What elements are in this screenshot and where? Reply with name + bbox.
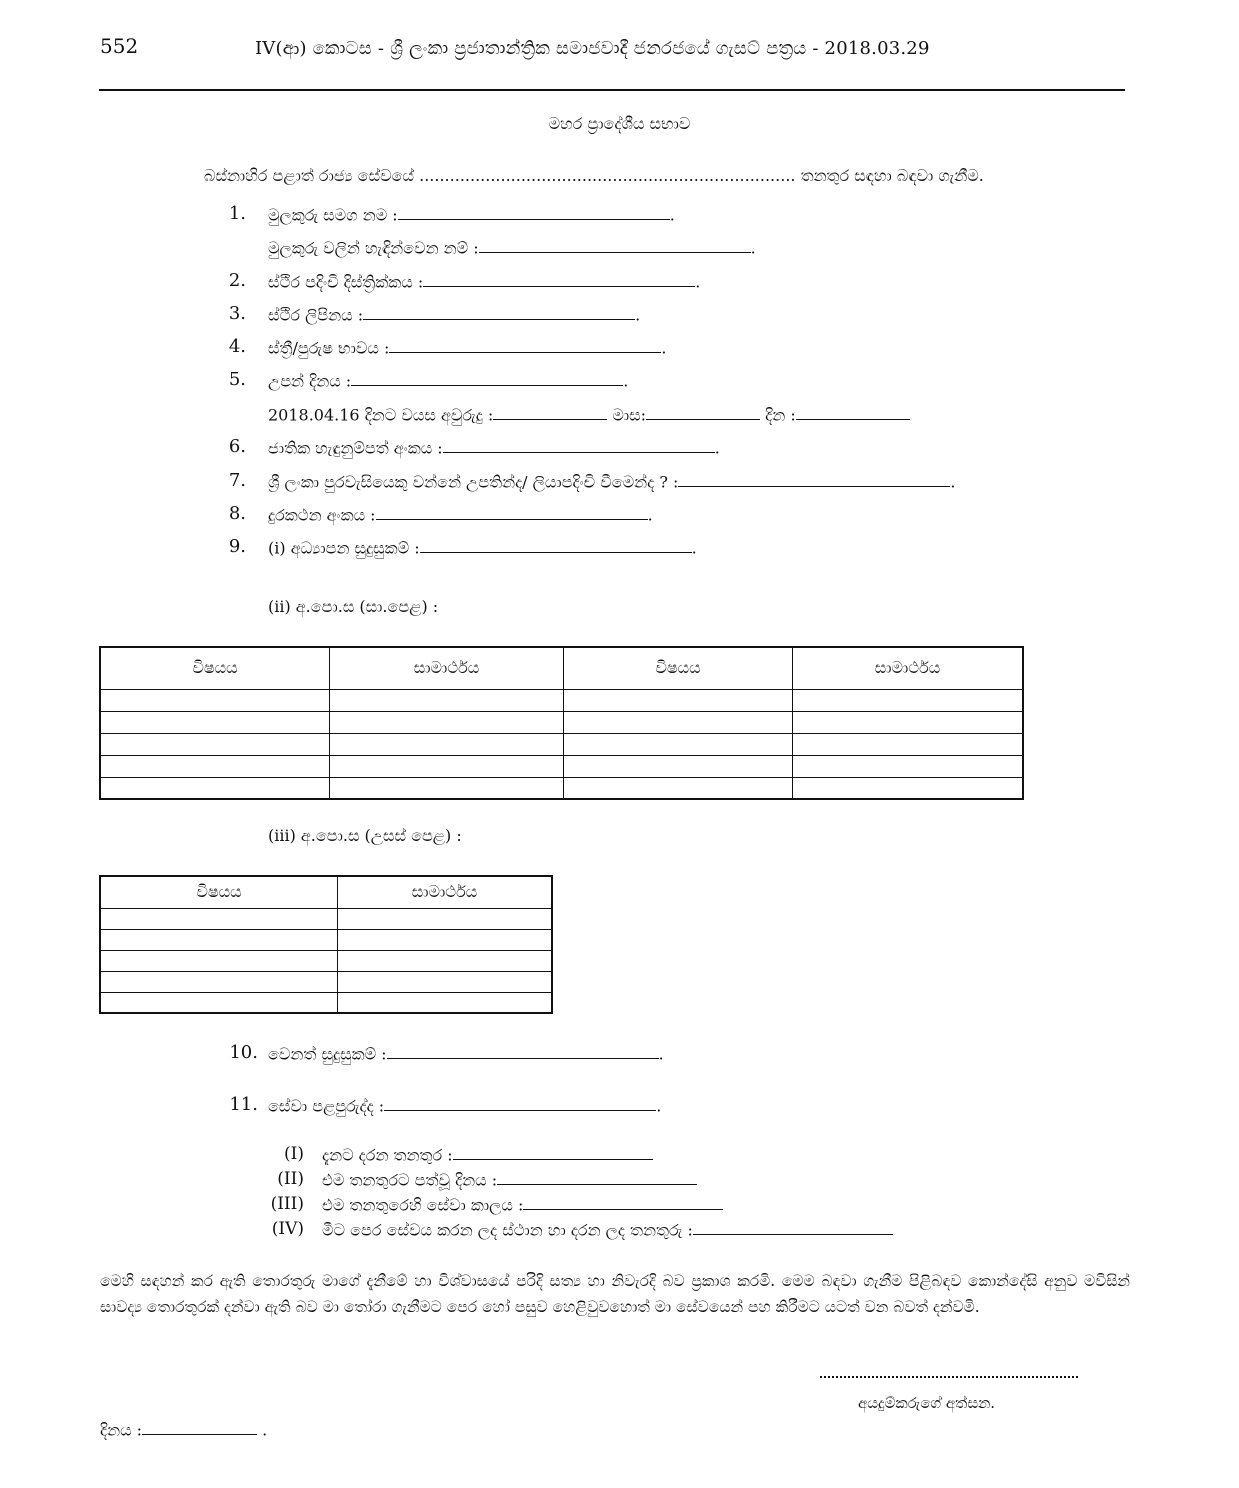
page-number: 552 [100, 34, 139, 58]
field-name-denoted-by-initials: මුලකුරු වලින් හැඳින්වෙන නම් : . [268, 238, 756, 258]
field-other-qualifications: වෙනත් සුදුසුකම් : . [268, 1044, 664, 1064]
field-date-of-birth: උපන් දිනය : . [268, 371, 629, 391]
table-row [100, 992, 552, 1013]
name-denoted-by-initials-line[interactable] [479, 238, 751, 253]
al-heading: (iii) අ.පො.ස (උසස් පෙළ) : [268, 826, 462, 845]
other-qualifications-line[interactable] [387, 1044, 659, 1059]
post-dots: .......................................................................... [419, 166, 796, 185]
field-gender: ස්ත්‍රී/පුරුෂ භාවය : . [268, 338, 667, 358]
declaration-text: මෙහි සඳහන් කර ඇති තොරතුරු මාගේ දැනීමේ හා විශ්වාසයේ පරිදි සත්‍ය හා නිවැරදි බව ප්‍රකාශ කරමි. මෙම බඳවා ගැනීම පිළිබඳව කොන්දේසි අනුව මවිසින් සාවද්‍ය තොරතුරක් දන්වා ඇති බව මා තෝරා ගැනීමට පෙර හෝ පසුව හෙළිවුවහොත් මා සේවයෙන් පහ කිරීමට යටත් වන බවත් දන්වමි. [100, 1272, 1130, 1316]
al-results-table [99, 875, 553, 1014]
service-item-2-number: (II) [277, 1169, 304, 1189]
citizenship-line[interactable] [678, 472, 950, 487]
field-nic-number: ජාතික හැඳුනුම්පත් අංකය : . [268, 438, 720, 458]
field-4-number: 4. [228, 336, 246, 357]
field-appointment-date: එම තනතුරට පත්වූ දිනය : [322, 1170, 697, 1190]
table-row [100, 755, 1023, 777]
post-prefix: බස්නාහිර පළාත් රාජ්‍ය සේවයේ [204, 166, 415, 185]
header-rule [99, 89, 1125, 91]
permanent-address-line[interactable] [363, 305, 635, 320]
office-title: මහර ප්‍රාදේශීය සභාව [548, 114, 691, 133]
age-years-line[interactable] [493, 405, 607, 420]
telephone-line[interactable] [376, 505, 648, 520]
service-experience-line[interactable] [384, 1096, 656, 1111]
permanent-district-line[interactable] [423, 272, 695, 287]
post-suffix: තනතුර සඳහා බඳවා ගැනීම. [800, 166, 984, 185]
gender-line[interactable] [389, 338, 661, 353]
signature-line[interactable] [820, 1376, 1078, 1378]
date-line[interactable] [142, 1420, 257, 1435]
ol-header-grade-1: සාමාර්ථය [330, 647, 564, 689]
field-1-number: 1. [228, 203, 246, 224]
service-period-line[interactable] [523, 1195, 723, 1210]
field-name-with-initials: මුලකුරු සමග නම : . [268, 205, 675, 225]
field-10-number: 10. [229, 1042, 258, 1063]
ol-header-grade-2: සාමාර්ථය [793, 647, 1024, 689]
al-header-grade: සාමාර්ථය [338, 876, 553, 908]
table-row [100, 733, 1023, 755]
field-6-number: 6. [228, 436, 246, 457]
field-2-number: 2. [228, 270, 246, 291]
field-7-number: 7. [228, 470, 246, 491]
table-row [100, 777, 1023, 799]
table-row [100, 971, 552, 992]
field-telephone: දුරකථන අංකය : . [268, 505, 653, 525]
ol-heading: (ii) අ.පො.ස (සා.පෙළ) : [268, 597, 439, 616]
ol-header-subject-1: විෂයය [100, 647, 330, 689]
field-permanent-address: ස්ථිර ලිපිනය : . [268, 305, 641, 325]
al-header-subject: විෂයය [100, 876, 338, 908]
table-row [100, 689, 1023, 711]
service-item-3-number: (III) [270, 1194, 304, 1214]
current-post-line[interactable] [453, 1145, 653, 1160]
table-row [100, 908, 552, 929]
field-11-number: 11. [229, 1094, 258, 1115]
name-with-initials-line[interactable] [398, 205, 670, 220]
field-education: (i) අධ්‍යාපන සුදුසුකම් : . [268, 538, 697, 558]
service-item-1-number: (I) [284, 1144, 304, 1164]
date-field: දිනය : . [100, 1420, 268, 1440]
field-service-period: එම තනතුරෙහි සේවා කාලය : [322, 1195, 723, 1215]
date-of-birth-line[interactable] [351, 371, 623, 386]
field-permanent-district: ස්ථිර පදිංචි දිස්ත්‍රික්කය : . [268, 272, 701, 292]
table-row [100, 929, 552, 950]
field-previous-posts: මීට පෙර සේවය කරන ලද ස්ථාන හා දරන ලද තනතුරු : [322, 1220, 893, 1240]
previous-posts-line[interactable] [693, 1220, 893, 1235]
table-row [100, 711, 1023, 733]
nic-number-line[interactable] [443, 438, 715, 453]
field-8-number: 8. [228, 503, 246, 524]
age-days-line[interactable] [796, 405, 910, 420]
field-citizenship: ශ්‍රී ලංකා පුරවැසියෙකු වන්නේ උපතින්ද/ ලියාපදිංචි වීමෙන්ද ? : . [268, 472, 956, 492]
table-row [100, 950, 552, 971]
field-service-experience: සේවා පළපුරුද්ද : . [268, 1096, 662, 1116]
field-9-number: 9. [228, 536, 246, 557]
post-line [204, 166, 984, 186]
signature-label: අයදුම්කරුගේ අත්සන. [858, 1394, 996, 1412]
field-3-number: 3. [228, 303, 246, 324]
ol-header-subject-2: විෂයය [564, 647, 793, 689]
service-item-4-number: (IV) [271, 1219, 304, 1239]
age-months-line[interactable] [646, 405, 760, 420]
education-line[interactable] [420, 538, 692, 553]
field-age: 2018.04.16 දිනට වයස අවුරුදු : මාස: දින : [268, 405, 910, 425]
gazette-header-title: IV(ආ) කොටස - ශ්‍රී ලංකා ප්‍රජාතාන්ත්‍රික සමාජවාදී ජනරජයේ ගැසට් පත්‍රය - 2018.03.29 [255, 38, 930, 59]
ol-results-table [99, 646, 1024, 800]
appointment-date-line[interactable] [497, 1170, 697, 1185]
field-5-number: 5. [228, 369, 246, 390]
field-current-post: දැනට දරන තනතුර : [322, 1145, 653, 1165]
